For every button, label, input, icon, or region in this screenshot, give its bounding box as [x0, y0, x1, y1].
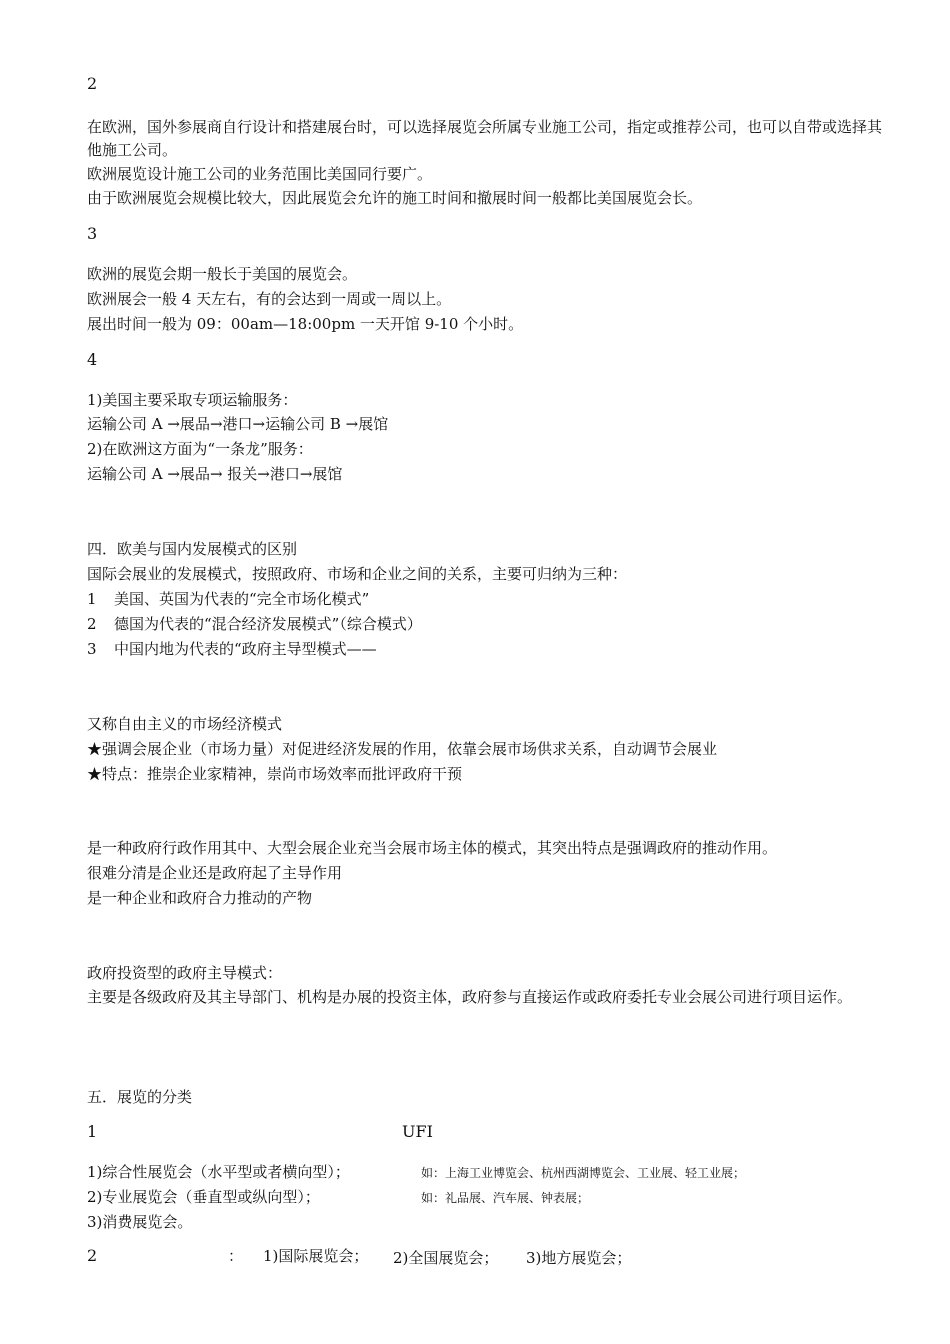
list-item-number: 3: [87, 640, 97, 658]
paragraph: 1)美国主要采取专项运输服务：: [87, 391, 298, 409]
subsection-number: 1: [87, 1122, 98, 1141]
subsection-number: 2: [87, 1246, 98, 1265]
example-note: 如：礼品展、汽车展、钟表展；: [421, 1191, 590, 1205]
section-number-2: 2: [87, 74, 98, 93]
list-item: 3)消费展览会。: [87, 1213, 193, 1231]
paragraph: 又称自由主义的市场经济模式: [87, 715, 283, 733]
section-heading: 五．展览的分类: [87, 1088, 193, 1106]
list-item: [87, 589, 369, 609]
paragraph: 国际会展业的发展模式，按照政府、市场和企业之间的关系，主要可归纳为三种：: [87, 565, 628, 583]
paragraph: 2)在欧洲这方面为“一条龙”服务：: [87, 440, 313, 458]
colon: ：: [228, 1247, 244, 1265]
list-item-text: 中国内地为代表的“政府主导型模式——: [114, 640, 377, 658]
list-item: 2)专业展览会（垂直型或纵向型）；: [87, 1188, 320, 1206]
paragraph: 是一种政府行政作用其中、大型会展企业充当会展市场主体的模式，其突出特点是强调政府的推动作用。: [87, 839, 778, 857]
paragraph: 是一种企业和政府合力推动的产物: [87, 889, 313, 907]
paragraph: 很难分清是企业还是政府起了主导作用: [87, 864, 343, 882]
section-number-4: 4: [87, 350, 98, 369]
paragraph: 在欧洲，国外参展商自行设计和搭建展台时，可以选择展览会所属专业施工公司，指定或推荐公司，也可以自带或选择其他施工公司。: [87, 118, 883, 159]
flow-line: 运输公司 A →展品→港口→运输公司 B →展馆: [87, 415, 389, 433]
flow-line: 运输公司 A →展品→ 报关→港口→展馆: [87, 465, 343, 483]
scope-item: 1)国际展览会；: [263, 1247, 369, 1265]
paragraph: ★强调会展企业（市场力量）对促进经济发展的作用，依靠会展市场供求关系，自动调节会展业: [87, 740, 718, 758]
paragraph: 欧洲的展览会期一般长于美国的展览会。: [87, 265, 358, 283]
list-item: [87, 639, 377, 659]
paragraph: 政府投资型的政府主导模式：: [87, 964, 283, 982]
paragraph: 由于欧洲展览会规模比较大，因此展览会允许的施工时间和撤展时间一般都比美国展览会长。: [87, 189, 703, 207]
scope-item: 2)全国展览会；: [393, 1249, 499, 1267]
paragraph: 欧洲展会一般 4 天左右，有的会达到一周或一周以上。: [87, 290, 452, 308]
section-heading: 四．欧美与国内发展模式的区别: [87, 540, 298, 558]
list-item-number: 1: [87, 590, 97, 608]
list-item: [87, 614, 422, 634]
ufi-label: UFI: [402, 1122, 433, 1141]
paragraph: 展出时间一般为 09：00am—18:00pm 一天开馆 9-10 个小时。: [87, 315, 524, 333]
list-item: 1)综合性展览会（水平型或者横向型）；: [87, 1163, 350, 1181]
paragraph: 欧洲展览设计施工公司的业务范围比美国同行要广。: [87, 165, 433, 183]
paragraph: ★特点：推崇企业家精神，崇尚市场效率而批评政府干预: [87, 765, 463, 783]
section-number-3: 3: [87, 224, 98, 243]
scope-item: 3)地方展览会；: [526, 1249, 632, 1267]
paragraph: 主要是各级政府及其主导部门、机构是办展的投资主体，政府参与直接运作或政府委托专业会展公司进行项目运作。: [87, 988, 853, 1006]
list-item-text: 德国为代表的“混合经济发展模式”（综合模式）: [114, 615, 422, 633]
list-item-text: 美国、英国为代表的“完全市场化模式”: [114, 590, 370, 608]
list-item-number: 2: [87, 615, 97, 633]
example-note: 如：上海工业博览会、杭州西湖博览会、工业展、轻工业展；: [421, 1166, 746, 1180]
